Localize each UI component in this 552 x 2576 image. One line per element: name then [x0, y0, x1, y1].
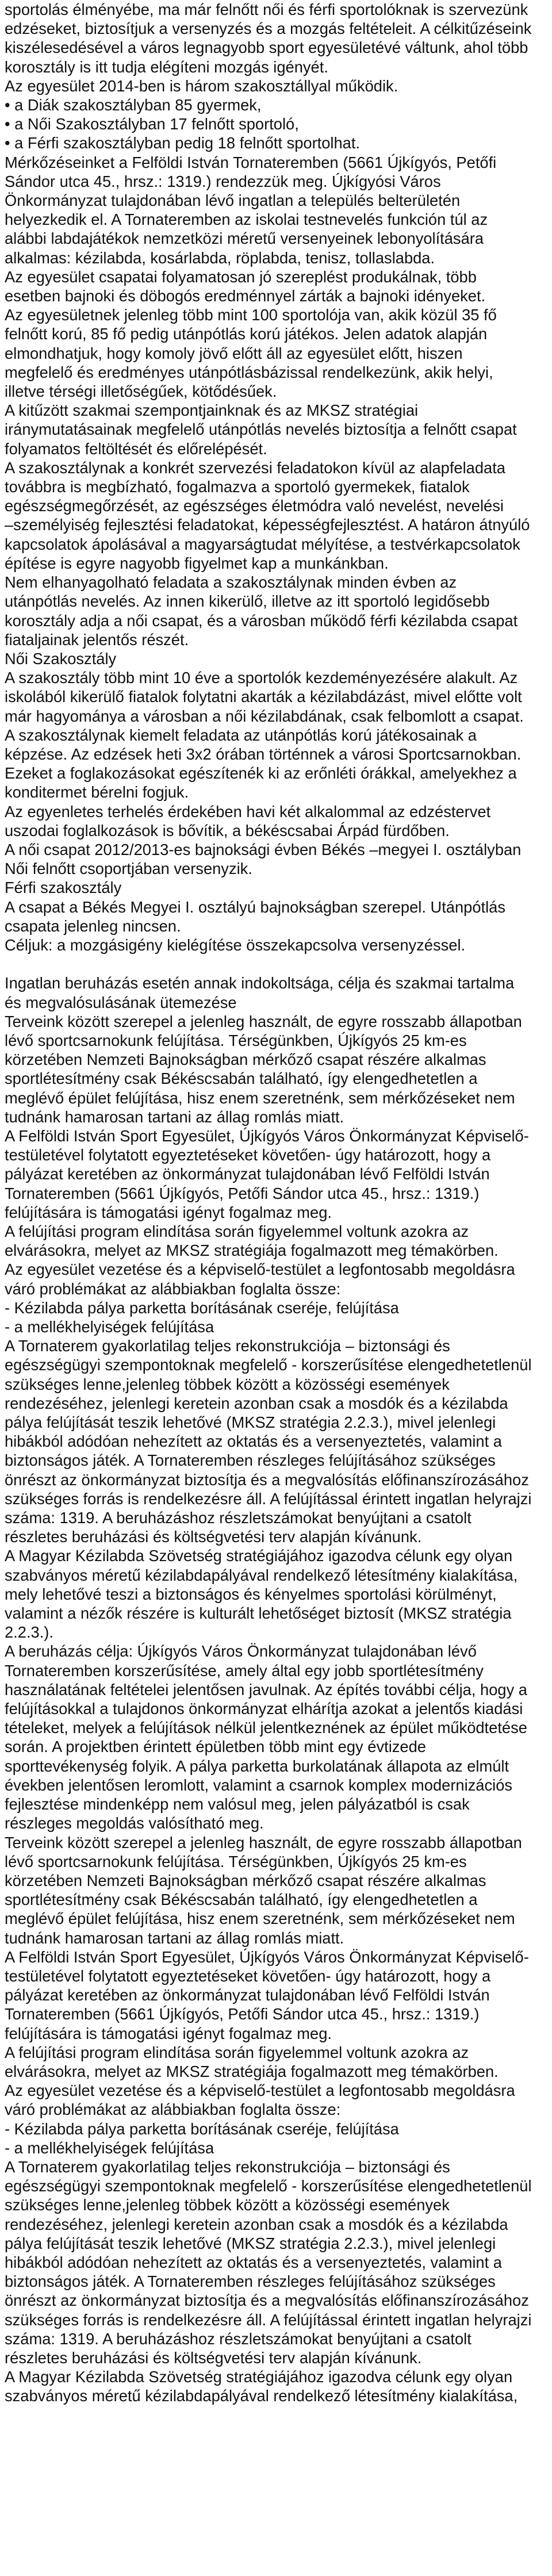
- text-line: utánpótlás nevelés. Az innen kikerülő, illetve az itt sportoló legidősebb: [5, 592, 490, 611]
- text-line: Az egyesület vezetése és a képviselő-testület a legfontosabb megoldásra: [5, 2082, 515, 2100]
- text-line: A felújítási program elindítása során figyelemmel voltunk azokra az: [5, 2043, 469, 2061]
- text-line: Terveink között szerepel a jelenleg használt, de egyre rosszabb állapotban: [5, 1012, 522, 1030]
- text-line: Terveink között szerepel a jelenleg használt, de egyre rosszabb állapotban: [5, 1833, 522, 1851]
- text-line: - Kézilabda pálya parketta borításának cseréje, felújítása: [5, 2119, 399, 2138]
- text-line: A szakosztálynak a konkrét szervezési feladatokon kívül az alapfeladata: [5, 458, 505, 477]
- text-line: mely lehetővé teszi a biztonságos és kényelmes sportolási körülményt,: [5, 1585, 497, 1603]
- text-line: Tornateremben (5661 Újkígyós, Petőfi Sándor utca 45., hrsz.: 1319.): [5, 2005, 480, 2023]
- text-line: pályázat keretében az önkormányzat tulajdonában lévő Felföldi István: [5, 1986, 490, 2004]
- text-line: önrészt az önkormányzat biztosítja és a megvalósítás előfinanszírozásához: [5, 1470, 529, 1489]
- text-line: A beruházás célja: Újkígyós Város Önkormányzat tulajdonában lévő: [5, 1642, 477, 1661]
- text-line: - a mellékhelyiségek felújítása: [5, 1318, 214, 1336]
- text-line: Ezeket a foglakozásokat egészítenék ki az erőnléti órákkal, amelyekhez a: [5, 764, 517, 783]
- text-line: száma: 1319. A beruházáshoz részletszámokat benyújtani a csatolt: [5, 2329, 471, 2348]
- text-line: használatának feltételei jelentősen javulnak. Az építés további célja, hogy a: [5, 1680, 527, 1699]
- text-line: Férfi szakosztály: [5, 879, 122, 897]
- text-line: • a Diák szakosztályban 85 gyermek,: [5, 96, 262, 114]
- text-line: elvárásokra, melyet az MKSZ stratégiája fogalmazott meg témakörben.: [5, 2062, 499, 2080]
- text-line: –személyiség fejlesztési feladatokat, képességfejlesztést. A határon átnyúló: [5, 516, 530, 534]
- text-line: Az egyesület csapatai folyamatosan jó szereplést produkálnak, több: [5, 267, 477, 286]
- text-line: sportlétesítmény csak Békéscsabán található, így elengedhetetlen a: [5, 1070, 478, 1088]
- text-line: Mérkőzéseinket a Felföldi István Tornateremben (5661 Újkígyós, Petőfi: [5, 153, 497, 171]
- text-line: részletes beruházási és költségvetési terv alapján kívánunk.: [5, 2348, 422, 2367]
- text-line: továbbra is megbízható, fogalmazva a sportoló gyermekek, fiatalok: [5, 478, 470, 496]
- text-line: építése is egyre nagyobb figyelmet kap a munkánkban.: [5, 554, 389, 572]
- text-line: A kitűzött szakmai szempontjainknak és az MKSZ stratégiai: [5, 401, 419, 420]
- text-line: testületével folytatott egyeztetéseket követően- úgy határozott, hogy a: [5, 1966, 491, 1985]
- text-line: A Felföldi István Sport Egyesület, Újkígyós Város Önkormányzat Képviselő-: [5, 1948, 529, 1966]
- text-line: száma: 1319. A beruházáshoz részletszámokat benyújtani a csatolt: [5, 1509, 471, 1527]
- text-line: felújítására is támogatási igényt fogalmaz meg.: [5, 1203, 332, 1221]
- text-line: szükséges forrás is rendelkezésre áll. A felújítással érintett ingatlan helyrajzi: [5, 1489, 532, 1508]
- text-line: edzéseket, biztosítjuk a versenyzés és a mozgás feltételeit. A célkitűzéseink: [5, 20, 532, 38]
- text-line: A szakosztálynak kiemelt feladata az utánpótlás korú játékosainak a: [5, 726, 477, 744]
- text-line: A Magyar Kézilabda Szövetség stratégiájához igazodva célunk egy olyan: [5, 2368, 513, 2386]
- text-line: Női Szakosztály: [5, 649, 117, 668]
- text-line: Tornateremben korszerűsítése, amely által egy jobb sportlétesítmény: [5, 1661, 484, 1680]
- text-line: képzése. Az edzések heti 3x2 órában történnek a városi Sportcsarnokban.: [5, 745, 522, 763]
- text-line: Az egyesület 2014-ben is három szakosztállyal működik.: [5, 76, 398, 95]
- text-line: A Felföldi István Sport Egyesület, Újkígyós Város Önkormányzat Képviselő-: [5, 1126, 529, 1145]
- text-line: elmondhatjuk, hogy komoly jövő előtt áll az egyesület előtt, hiszen: [5, 344, 463, 362]
- text-line: egészségmegőrzését, az egészséges életmódra való nevelést, nevelési: [5, 497, 504, 515]
- text-line: hibákból adódóan nehezített az oktatás és a versenyeztetés, valamint a: [5, 2253, 502, 2271]
- text-line: szabványos méretű kézilabdapályával rendelkező létesítmény kialakítása,: [5, 2387, 518, 2405]
- text-line: rendezéséhez, jelenlegi keretein azonban csak a mosdók és a kézilabda: [5, 1394, 508, 1412]
- text-line: szükséges lenne,jelenleg többek között a közösségi események: [5, 1375, 450, 1393]
- text-line: Az egyesületnek jelenleg több mint 100 sportolója van, akik közül 35 fő: [5, 306, 497, 324]
- text-line: sporttevékenység folyik. A pálya parketta burkolatának állapota az elmúlt: [5, 1757, 509, 1775]
- text-line: meglévő épület felújítása, hisz enem szeretnénk, sem mérkőzéseket nem: [5, 1910, 515, 1928]
- text-line: - Kézilabda pálya parketta borításának cseréje, felújítása: [5, 1298, 399, 1317]
- text-line: egészségügyi szempontoknak megfelelő - korszerűsítése elengedhetetlenül: [5, 2177, 532, 2195]
- text-line: körzetében Nemzeti Bajnokságban mérkőző csapat részére alkalmas: [5, 1051, 486, 1069]
- text-line: hibákból adódóan nehezített az oktatás és a versenyeztetés, valamint a: [5, 1432, 502, 1451]
- text-line: A csapat a Békés Megyei I. osztályú bajnokságban szerepel. Utánpótlás: [5, 898, 505, 916]
- text-line: testületével folytatott egyeztetéseket követően- úgy határozott, hogy a: [5, 1146, 491, 1164]
- text-line: pályázat keretében az önkormányzat tulajdonában lévő Felföldi István: [5, 1165, 490, 1183]
- text-line: években jelentősen leromlott, valamint a csarnok komplex modernizációs: [5, 1776, 513, 1794]
- text-line: önrészt az önkormányzat biztosítja és a megvalósítás előfinanszírozásához: [5, 2291, 529, 2310]
- text-line: iránymutatásainak megfelelő utánpótlás nevelés biztosítja a felnőtt csapat: [5, 420, 517, 439]
- text-line: tudnánk hamarosan tartani az állag romlás miatt.: [5, 1929, 344, 1947]
- text-line: helyezkedik el. A Tornateremben az iskolai testnevelés funkción túl az: [5, 210, 488, 229]
- text-line: - a mellékhelyiségek felújítása: [5, 2138, 214, 2157]
- text-line: alábbi labdajátékok nemzetközi méretű versenyeinek lebonyolítására: [5, 229, 484, 248]
- text-line: kiszélesedésével a város legnagyobb sport egyesületévé váltunk, ahol több: [5, 39, 528, 57]
- text-line: és megvalósulásának ütemezése: [5, 993, 237, 1011]
- text-line: felnőtt korú, 85 fő pedig utánpótlás korú játékos. Jelen adatok alapján: [5, 325, 488, 343]
- text-line: sportolás élményébe, ma már felnőtt női és férfi sportolóknak is szervezünk: [5, 1, 528, 18]
- text-line: Sándor utca 45., hrsz.: 1319.) rendezzük meg. Újkígyósi Város: [5, 172, 441, 190]
- text-line: szabványos méretű kézilabdapályával rendelkező létesítmény kialakítása,: [5, 1566, 518, 1584]
- text-line: • a Női Szakosztályban 17 felnőtt sportoló,: [5, 115, 299, 133]
- text-line: A szakosztály több mint 10 éve a sportolók kezdeményezésére alakult. Az: [5, 669, 518, 687]
- text-line: 2.2.3.).: [5, 1623, 53, 1642]
- text-line: már hagyománya a városban a női kézilabdának, csak felbomlott a csapat.: [5, 707, 524, 725]
- text-line: fejlesztése mindenképp nem valósul meg, jelen pályázatból is csak: [5, 1795, 470, 1814]
- text-line: korosztály adja a női csapat, és a városban működő férfi kézilabda csapat: [5, 611, 518, 630]
- text-line: Az egyenletes terhelés érdekében havi két alkalommal az edzéstervet: [5, 802, 491, 821]
- text-line: iskolából kikerülő fiatalok folytatni akarták a kézilabdázást, mivel előtte volt: [5, 688, 522, 706]
- text-line: Az egyesület vezetése és a képviselő-testület a legfontosabb megoldásra: [5, 1260, 515, 1279]
- text-line: uszodai foglalkozások is bővítik, a békéscsabai Árpád fürdőben.: [5, 821, 450, 839]
- text-line: biztonságos játék. A Tornateremben részleges felújításához szükséges: [5, 2272, 496, 2291]
- text-line: A Tornaterem gyakorlatilag teljes rekonstrukciója – biztonsági és: [5, 2157, 450, 2176]
- text-line: váró problémákat az alábbiakban foglalta össze:: [5, 1279, 341, 1298]
- text-line: Tornateremben (5661 Újkígyós, Petőfi Sándor utca 45., hrsz.: 1319.): [5, 1184, 480, 1202]
- text-line: illetve térségi illetőségűek, kötődésűek.: [5, 382, 277, 401]
- text-line: részleges megoldás valósítható meg.: [5, 1814, 264, 1833]
- text-line: elvárásokra, melyet az MKSZ stratégiája fogalmazott meg témakörben.: [5, 1241, 499, 1260]
- text-line: lévő sportcsarnokunk felújítása. Térségünkben, Újkígyós 25 km-es: [5, 1852, 467, 1870]
- text-line: A Tornaterem gyakorlatilag teljes rekonstrukciója – biztonsági és: [5, 1337, 450, 1355]
- text-line: alkalmas: kézilabda, kosárlabda, röplabda, tenisz, tollaslabda.: [5, 248, 435, 267]
- text-line: csapata jelenleg nincsen.: [5, 917, 181, 935]
- text-line: Női felnőtt csoportjában versenyzik.: [5, 860, 252, 878]
- text-line: pálya felújítását teszik lehetővé (MKSZ stratégia 2.2.3.), mivel jelenlegi: [5, 2234, 496, 2252]
- text-line: tudnánk hamarosan tartani az állag romlás miatt.: [5, 1107, 344, 1126]
- text-line: biztonságos játék. A Tornateremben részleges felújításához szükséges: [5, 1451, 496, 1470]
- text-line: meglévő épület felújítása, hisz enem szeretnénk, sem mérkőzéseket nem: [5, 1088, 515, 1107]
- text-line: valamint a nézők részére is kulturált lehetőséget biztosít (MKSZ stratégia: [5, 1604, 512, 1623]
- text-line: Nem elhanyagolható feladata a szakosztálynak minden évben az: [5, 573, 457, 592]
- text-line: rendezéséhez, jelenlegi keretein azonban csak a mosdók és a kézilabda: [5, 2215, 508, 2233]
- text-line: A Magyar Kézilabda Szövetség stratégiájához igazodva célunk egy olyan: [5, 1547, 513, 1565]
- text-line: korosztály is itt tudja elégíteni mozgás igényét.: [5, 57, 328, 76]
- text-line: során. A projektben érintett épületben több mint egy évtizede: [5, 1738, 426, 1756]
- text-line: esetben bajnoki és döbogós eredménnyel zárták a bajnoki idényeket.: [5, 287, 486, 305]
- text-line: részletes beruházási és költségvetési terv alapján kívánunk.: [5, 1528, 422, 1546]
- text-line: felújítására is támogatási igényt fogalmaz meg.: [5, 2024, 332, 2042]
- text-line: Céljuk: a mozgásigény kielégítése összekapcsolva versenyzéssel.: [5, 936, 466, 954]
- text-line: sportlétesítmény csak Békéscsabán található, így elengedhetetlen a: [5, 1891, 478, 1909]
- text-line: konditermet bérelni fogjuk.: [5, 783, 189, 802]
- text-line: Önkormányzat tulajdonában lévő ingatlan a település belterületén: [5, 191, 461, 210]
- text-line: tételeket, melyek a felújítások nélkül jelentkeznének az épület működtetése: [5, 1719, 527, 1737]
- text-line: [5, 954, 547, 973]
- text-line: egészségügyi szempontoknak megfelelő - korszerűsítése elengedhetetlenül: [5, 1356, 532, 1374]
- text-line: szükséges lenne,jelenleg többek között a közösségi események: [5, 2196, 450, 2214]
- text-line: fiatalјainak jelentős részét.: [5, 630, 189, 649]
- text-line: váró problémákat az alábbiakban foglalta össze:: [5, 2100, 341, 2119]
- text-line: folyamatos feltöltését és előrelépését.: [5, 439, 267, 458]
- text-line: A női csapat 2012/2013-es bajnoksági évben Békés –megyei I. osztályban: [5, 840, 522, 858]
- text-line: körzetében Nemzeti Bajnokságban mérkőző csapat részére alkalmas: [5, 1871, 486, 1889]
- text-line: kapcsolatok ápolásával a magyarságtudat mélyítése, a testvérkapcsolatok: [5, 535, 520, 553]
- text-line: megfelelő és eredményes utánpótlásbázissal rendelkezünk, akik helyi,: [5, 363, 493, 381]
- text-line: felújításokkal a tulajdonos önkormányzat elhárítja azokat a jelentős kiadási: [5, 1700, 523, 1718]
- text-line: • a Férfi szakosztályban pedig 18 felnőtt sportolhat.: [5, 134, 361, 152]
- text-line: szükséges forrás is rendelkezésre áll. A felújítással érintett ingatlan helyrajzi: [5, 2310, 532, 2329]
- text-line: pálya felújítását teszik lehetővé (MKSZ stratégia 2.2.3.), mivel jelenlegi: [5, 1413, 496, 1432]
- text-line: lévő sportcsarnokunk felújítása. Térségünkben, Újkígyós 25 km-es: [5, 1031, 467, 1049]
- text-line: A felújítási program elindítása során figyelemmel voltunk azokra az: [5, 1222, 469, 1240]
- text-line: Ingatlan beruházás esetén annak indokoltsága, célja és szakmai tartalma: [5, 974, 515, 992]
